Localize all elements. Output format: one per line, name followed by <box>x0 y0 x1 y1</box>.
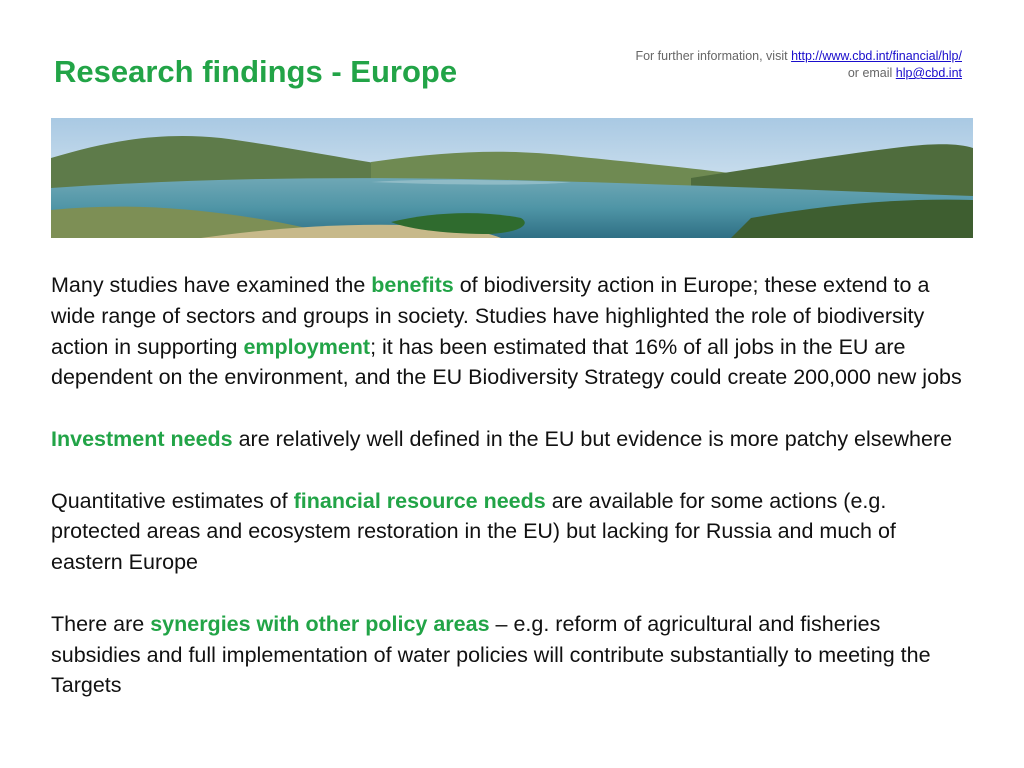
highlight-synergies: synergies with other policy areas <box>150 611 490 636</box>
paragraph-investment <box>51 424 971 455</box>
slide-title: Research findings - Europe <box>54 54 458 89</box>
info-line-website <box>635 48 962 65</box>
highlight-employment: employment <box>243 334 371 359</box>
paragraph-text: are relatively well defined in the EU but evidence is more patchy elsewhere <box>232 426 953 451</box>
paragraph-synergies <box>51 609 971 701</box>
paragraph-text: of biodiversity action in Europe; these extend to a wide range of sectors and groups in society. Studies have highlighted the role of biodiversity action in supporting <box>51 273 930 359</box>
paragraph-text: Quantitative estimates of <box>51 488 294 513</box>
further-info <box>635 48 962 82</box>
paragraph-text: – e.g. reform of agricultural and fisheries subsidies and full implementation of water policies will contribute substantially to meeting the Targets <box>51 611 931 698</box>
paragraph-text: Many studies have examined the <box>51 273 372 297</box>
highlight-financial-resource-needs: financial resource needs <box>293 488 546 513</box>
website-link[interactable]: http://www.cbd.int/financial/hlp/ <box>791 49 962 63</box>
info-visit-text: For further information, visit <box>635 49 792 63</box>
info-email-text: or email <box>847 66 896 80</box>
findings-text <box>51 270 971 732</box>
lake-landscape-photo <box>51 118 973 238</box>
paragraph-text: are available for some actions (e.g. protected areas and ecosystem restoration in the EU) but lacking for Russia and much of eastern Europe <box>51 488 896 575</box>
paragraph-text: There are <box>51 611 151 636</box>
paragraph-text: ; it has been estimated that 16% of all jobs in the EU are dependent on the environment, and the EU Biodiversity Strategy could create 200,000 new jobs <box>51 334 962 390</box>
paragraph-benefits <box>51 270 971 393</box>
paragraph-financial <box>51 486 971 578</box>
highlight-investment-needs: Investment needs <box>51 426 233 451</box>
email-link[interactable]: hlp@cbd.int <box>895 66 962 80</box>
highlight-benefits: benefits <box>371 273 454 297</box>
info-line-email <box>635 65 962 82</box>
